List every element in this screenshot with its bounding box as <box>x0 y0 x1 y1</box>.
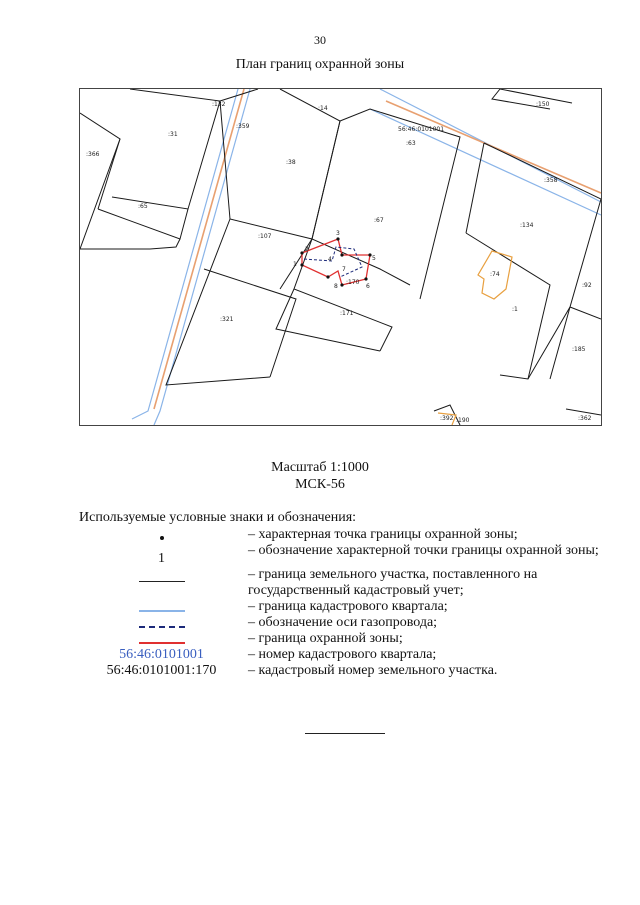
parcel-label: :359 <box>236 123 250 130</box>
legend-description: – номер кадастрового квартала; <box>248 647 437 662</box>
parcel-label: :190 <box>456 417 470 424</box>
road-corridor-west <box>132 89 250 425</box>
quarter-number-sample: 56:46:0101001 <box>119 647 204 662</box>
legend-item <box>79 543 599 567</box>
parcel-label: :63 <box>406 140 416 147</box>
parcel-label: :150 <box>536 101 550 108</box>
legend-item <box>79 647 599 663</box>
parcel-label: :321 <box>220 316 234 323</box>
legend-description: – граница охранной зоны; <box>248 631 403 646</box>
cadastral-number-sample: 56:46:0101001:170 <box>106 663 217 678</box>
boundary-plan-map <box>79 88 602 426</box>
scale-text: Масштаб 1:1000 <box>271 460 369 475</box>
parcel-label: :132 <box>212 101 226 108</box>
coordinate-system: МСК-56 <box>295 477 345 492</box>
parcel-label: :92 <box>582 282 592 289</box>
parcel-label: :171 <box>340 310 354 317</box>
boundary-point-symbol <box>160 536 164 540</box>
parcel-label: :358 <box>544 177 558 184</box>
parcel-label: :134 <box>520 222 534 229</box>
parcel-label: :31 <box>168 131 178 138</box>
page-title: План границ охранной зоны <box>235 57 405 72</box>
point-label-3: 3 <box>336 230 340 237</box>
parcel-label: :74 <box>490 271 500 278</box>
point-label-7: 7 <box>342 266 346 273</box>
point-label-1: 1 <box>293 261 297 268</box>
legend-description: – обозначение оси газопровода; <box>248 615 438 630</box>
point-label-2: 2 <box>305 246 309 253</box>
road-corridor-northeast <box>370 89 601 215</box>
point-label-8: 8 <box>334 283 338 290</box>
quarter-number-label: 56:46:0101001 <box>398 126 445 133</box>
parcel-label: :1 <box>512 306 518 313</box>
parcel-label: :14 <box>318 105 328 112</box>
parcel-label: :65 <box>138 203 148 210</box>
boundary-points <box>300 237 371 286</box>
legend-item <box>79 527 599 543</box>
parcel-label: :392 <box>440 415 454 422</box>
protection-zone-boundary <box>302 239 370 285</box>
point-number-symbol: 1 <box>158 551 165 566</box>
legend-description: – характерная точка границы охранной зоны; <box>248 527 518 542</box>
end-divider <box>305 733 385 734</box>
legend-item <box>79 567 599 599</box>
parcel-label: :362 <box>578 415 592 422</box>
parcel-label: :185 <box>572 346 586 353</box>
legend-description: – граница кадастрового квартала; <box>248 599 448 614</box>
legend-description: – граница земельного участка, поставленного на государственный кадастровый учет; <box>248 567 538 598</box>
parcel-label: :107 <box>258 233 272 240</box>
parcel-label: :38 <box>286 159 296 166</box>
parcel-label: :67 <box>374 217 384 224</box>
quarter-boundary-symbol <box>139 610 185 612</box>
page-number: 30 <box>314 33 326 47</box>
scale-block <box>0 459 640 493</box>
protection-zone-symbol <box>139 642 185 644</box>
legend-description: – кадастровый номер земельного участка. <box>248 663 498 678</box>
legend <box>79 527 599 679</box>
legend-item <box>79 631 599 647</box>
legend-item <box>79 663 599 679</box>
legend-header: Используемые условные знаки и обозначения: <box>79 510 357 525</box>
parcel-label: :170 <box>346 279 360 286</box>
point-label-4: 4 <box>328 256 332 263</box>
point-label-6: 6 <box>366 283 370 290</box>
gas-pipeline-symbol <box>139 626 185 628</box>
gas-pipeline-axis <box>304 247 362 277</box>
point-label-5: 5 <box>372 255 376 262</box>
legend-item <box>79 599 599 615</box>
legend-item <box>79 615 599 631</box>
legend-description: – обозначение характерной точки границы охранной зоны; <box>248 543 599 558</box>
parcel-boundary-symbol <box>139 581 185 582</box>
parcel-label: :366 <box>86 151 100 158</box>
